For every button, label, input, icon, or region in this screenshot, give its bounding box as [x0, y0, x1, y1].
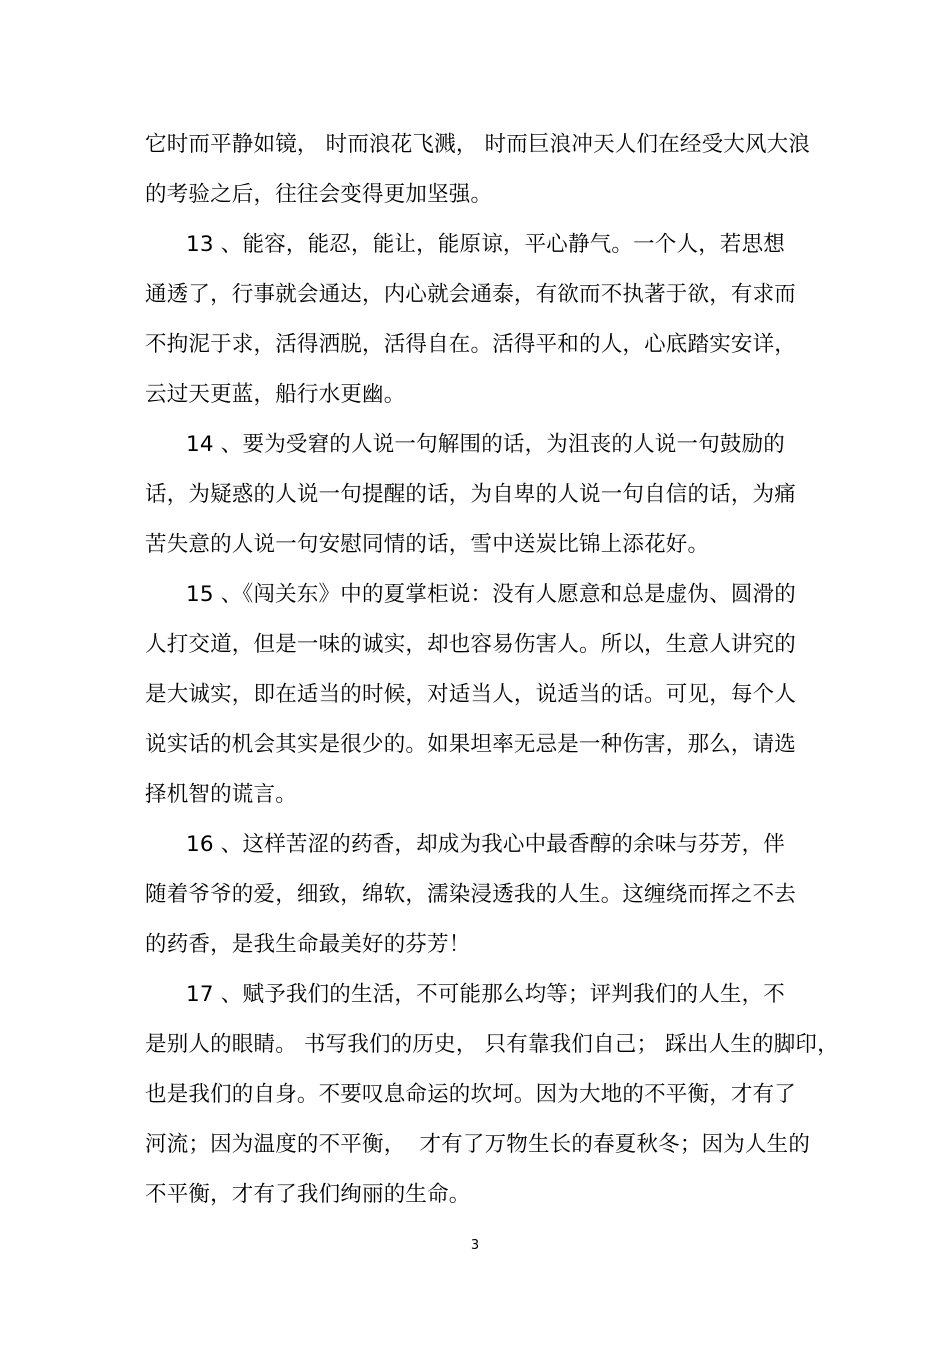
- text-line: 的考验之后，往往会变得更加坚强。: [145, 182, 493, 207]
- text-line: 不拘泥于求，活得洒脱，活得自在。活得平和的人，心底踏实安详，: [145, 332, 797, 357]
- text-line: 通透了，行事就会通达，内心就会通泰，有欲而不执著于欲，有求而: [145, 282, 797, 307]
- text-line: 是别人的眼睛。 书写我们的历史， 只有靠我们自己； 踩出人生的脚印，: [145, 1032, 839, 1057]
- text-line: 说实话的机会其实是很少的。如果坦率无忌是一种伤害，那么，请选: [145, 732, 797, 757]
- text-line: 不平衡，才有了我们绚丽的生命。: [145, 1182, 471, 1207]
- text-line: 云过天更蓝，船行水更幽。: [145, 382, 406, 407]
- text-line: 的药香，是我生命最美好的芬芳！: [145, 932, 471, 957]
- text-line: 话，为疑惑的人说一句提醒的话，为自卑的人说一句自信的话，为痛: [145, 482, 797, 507]
- text-line: 人打交道，但是一味的诚实，却也容易伤害人。所以，生意人讲究的: [145, 632, 797, 657]
- text-line: 随着爷爷的爱，细致，绵软，濡染浸透我的人生。这缠绕而挥之不去: [145, 882, 797, 907]
- text-line: 苦失意的人说一句安慰同情的话，雪中送炭比锦上添花好。: [145, 532, 710, 557]
- text-line: 也是我们的自身。不要叹息命运的坎坷。因为大地的不平衡，才有了: [145, 1082, 797, 1107]
- text-line: 择机智的谎言。: [145, 782, 297, 807]
- text-line: 河流；因为温度的不平衡， 才有了万物生长的春夏秋冬；因为人生的: [145, 1132, 811, 1157]
- text-line: 它时而平静如镜， 时而浪花飞溅， 时而巨浪冲天人们在经受大风大浪: [145, 132, 811, 157]
- text-line: 是大诚实，即在适当的时候，对适当人，说适当的话。可见，每个人: [145, 682, 797, 707]
- paragraph-16-first-line: 16 、这样苦涩的药香，却成为我心中最香醇的余味与芬芳，伴: [186, 832, 785, 857]
- paragraph-13-first-line: 13 、能容，能忍，能让，能原谅，平心静气。一个人，若思想: [186, 232, 785, 257]
- page-number: 3: [470, 1238, 480, 1253]
- paragraph-15-first-line: 15 、《闯关东》中的夏掌柜说：没有人愿意和总是虚伪、圆滑的: [186, 582, 796, 607]
- paragraph-17-first-line: 17 、赋予我们的生活，不可能那么均等；评判我们的人生，不: [186, 982, 785, 1007]
- paragraph-14-first-line: 14 、要为受窘的人说一句解围的话，为沮丧的人说一句鼓励的: [186, 432, 785, 457]
